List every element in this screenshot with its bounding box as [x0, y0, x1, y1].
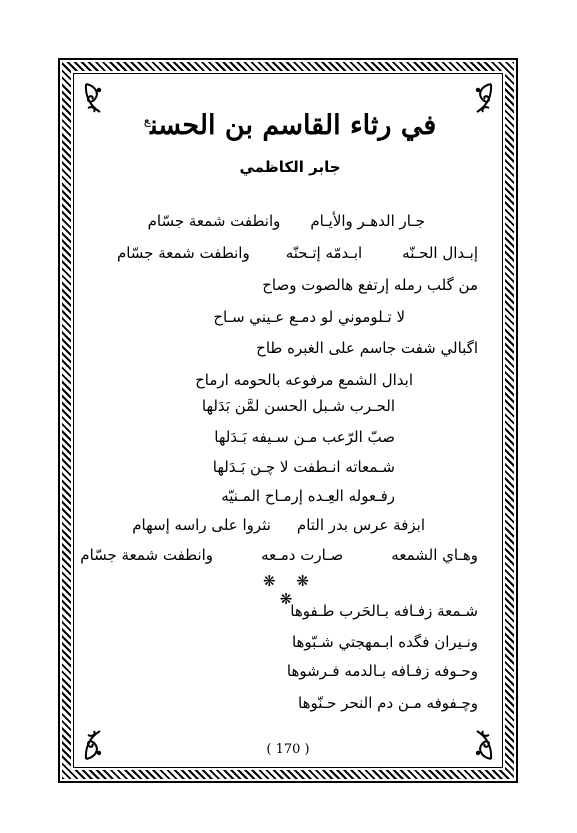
verse-line — [117, 243, 478, 263]
verse-segment: وحـوفه زفـافه بـالدمه فـرشوها — [286, 662, 478, 680]
verse-line — [287, 661, 478, 681]
verse-segment: جـار الدهـر والأيـام — [310, 212, 425, 230]
verse-segment: وچـفوفه مـن دم النحر حـنّوها — [298, 694, 478, 712]
verse-segment: إبـدال الحـنّه — [402, 244, 478, 262]
verse-segment: وانطفت شمعة جسّام — [116, 244, 250, 262]
verse-segment: وانطفت شمعة جسّام — [80, 546, 214, 564]
verse-segment: صبّ الرّعب مـن سـيفه بَـدَلها — [214, 428, 395, 446]
verse-line — [298, 693, 478, 713]
verse-segment: الحـرب شـبل الحسن لمَّن بَدَلها — [201, 397, 395, 415]
verse-line — [256, 338, 478, 358]
verse-segment: ابـدمّه إتـحنّه — [285, 244, 363, 262]
corner-ornament-icon — [82, 727, 108, 761]
verse-line — [213, 457, 395, 477]
verse-line — [195, 370, 413, 390]
verse-line — [262, 275, 478, 295]
title-honorific: ع — [143, 113, 151, 127]
verse-line — [214, 427, 395, 447]
verse-segment: رفـعوله العِـده إرمـاح المـنيّه — [221, 487, 395, 505]
verse-segment: وانطفت شمعة جسّام — [147, 212, 281, 230]
verse-segment: اگبالي شفت جاسم على الغبره طاح — [256, 339, 478, 357]
verse-line — [80, 545, 478, 565]
verse-line — [132, 515, 425, 535]
section-separator: ❋ ❋ ❋ — [263, 572, 317, 608]
verse-segment: نثروا على راسه إسهام — [132, 516, 271, 534]
verse-segment: وهـاي الشمعه — [391, 546, 478, 564]
author-name: جابر الكاظمي — [239, 158, 341, 176]
title-text: في رثاء القاسم بن الحسن — [150, 110, 437, 141]
verse-segment: شـمعاته انـطفت لا چـن بَـدَلها — [212, 458, 395, 476]
verse-segment: صـارت دمـعه — [261, 546, 344, 564]
verse-segment: ابزفة عرس بدر التام — [296, 516, 425, 534]
verse-line — [221, 486, 395, 506]
verse-segment: لا تـلوموني لو دمـع عـيني سـاح — [213, 308, 405, 326]
page-title — [100, 110, 480, 141]
page-number: ( 170 ) — [266, 742, 310, 757]
verse-segment: ابدال الشمع مرفوعه بالحومه ارماح — [195, 371, 413, 389]
verse-line — [213, 307, 405, 327]
verse-line — [290, 601, 478, 621]
verse-line — [292, 632, 478, 652]
verse-segment: ونـيران فگده ابـمهجتي شـبّوها — [291, 633, 478, 651]
corner-ornament-icon — [469, 727, 495, 761]
verse-line — [202, 396, 395, 416]
verse-line — [148, 211, 425, 231]
verse-segment: من گلب رمله إرتفع هالصوت وصاح — [262, 276, 478, 294]
verse-segment: شـمعة زفـافه بـالحَرب طـفوها — [290, 602, 478, 620]
